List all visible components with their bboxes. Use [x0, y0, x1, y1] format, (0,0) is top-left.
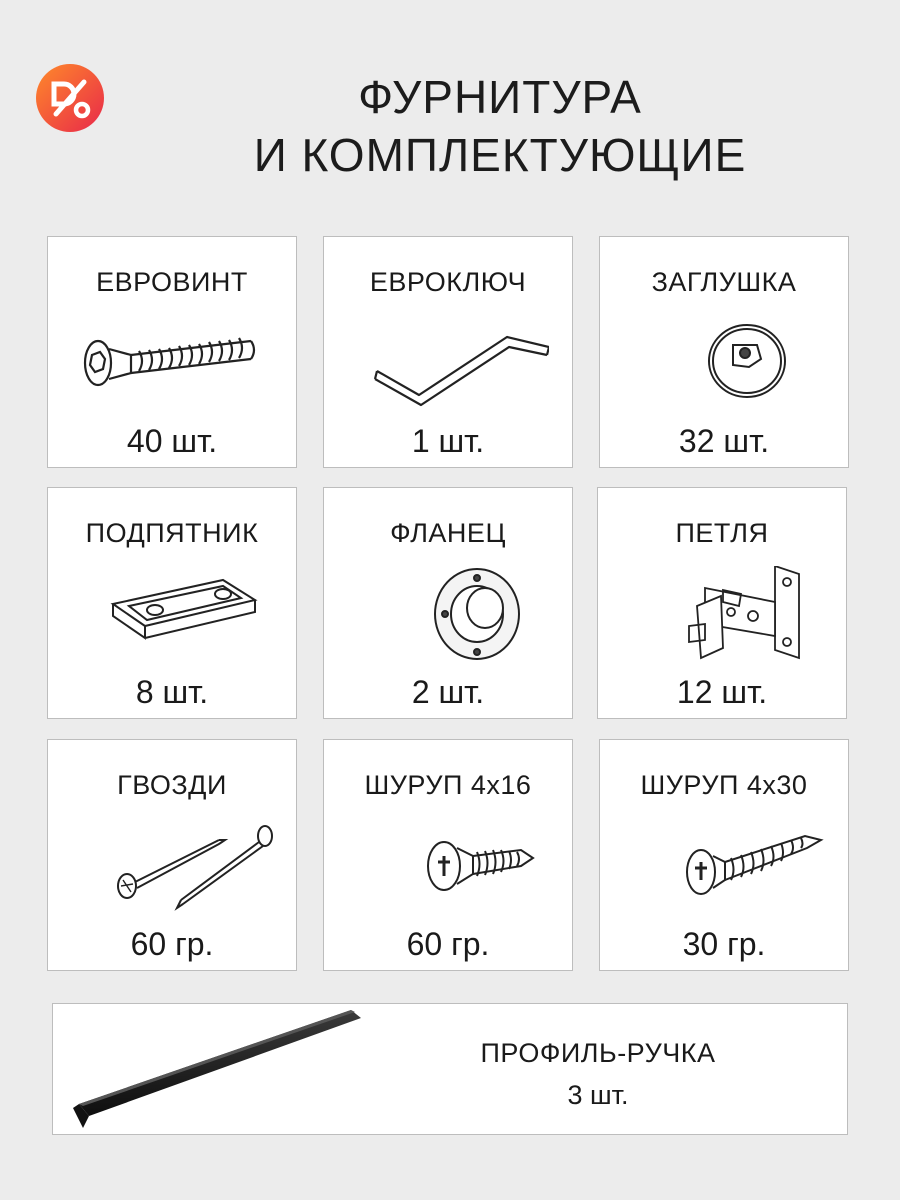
- item-count: 12 шт.: [676, 674, 768, 710]
- item-label: ШУРУП 4x30: [640, 770, 808, 800]
- euro-screw-icon: [73, 315, 273, 415]
- item-count: 30 гр.: [682, 926, 766, 962]
- item-label: ПЕТЛЯ: [675, 518, 769, 548]
- item-label: ЕВРОВИНТ: [96, 267, 248, 297]
- item-card-cap: [599, 236, 849, 468]
- item-card-flange: [323, 487, 573, 719]
- item-card-euro-screw: [47, 236, 297, 468]
- item-card-screw-4x16: [323, 739, 573, 971]
- item-label: ГВОЗДИ: [117, 770, 227, 800]
- item-label: ФЛАНЕЦ: [390, 518, 506, 548]
- item-card-hinge: [597, 487, 847, 719]
- item-count: 1 шт.: [411, 423, 485, 459]
- item-card-euro-key: [323, 236, 573, 468]
- item-count: 8 шт.: [135, 674, 209, 710]
- item-label: ШУРУП 4x16: [364, 770, 532, 800]
- profile-count: 3 шт.: [567, 1080, 629, 1110]
- hinge-icon: [623, 566, 823, 666]
- furniture-foot-icon: [73, 566, 273, 666]
- brand-logo: [34, 62, 106, 134]
- title-line-1: ФУРНИТУРА: [358, 71, 642, 123]
- page-title: [150, 68, 850, 184]
- item-count: 40 шт.: [126, 423, 218, 459]
- item-count: 2 шт.: [411, 674, 485, 710]
- long-screw-icon: [625, 818, 825, 918]
- profile-label: ПРОФИЛЬ-РУЧКА: [480, 1038, 716, 1068]
- cap-plug-icon: [625, 315, 825, 415]
- profile-handle-icon: [61, 1004, 421, 1134]
- item-label: ЕВРОКЛЮЧ: [369, 267, 527, 297]
- item-count: 32 шт.: [678, 423, 770, 459]
- hex-key-icon: [349, 315, 549, 415]
- item-label: ЗАГЛУШКА: [651, 267, 797, 297]
- item-count: 60 гр.: [130, 926, 214, 962]
- item-label: ПОДПЯТНИК: [85, 518, 259, 548]
- discount-percent-logo-icon: [34, 62, 106, 134]
- nails-icon: [73, 818, 273, 918]
- item-card-screw-4x30: [599, 739, 849, 971]
- short-screw-icon: [349, 818, 549, 918]
- title-line-2: И КОМПЛЕКТУЮЩИЕ: [253, 129, 747, 181]
- item-card-foot: [47, 487, 297, 719]
- item-card-profile-handle: [52, 1003, 848, 1135]
- item-count: 60 гр.: [406, 926, 490, 962]
- flange-icon: [349, 566, 549, 666]
- item-card-nails: [47, 739, 297, 971]
